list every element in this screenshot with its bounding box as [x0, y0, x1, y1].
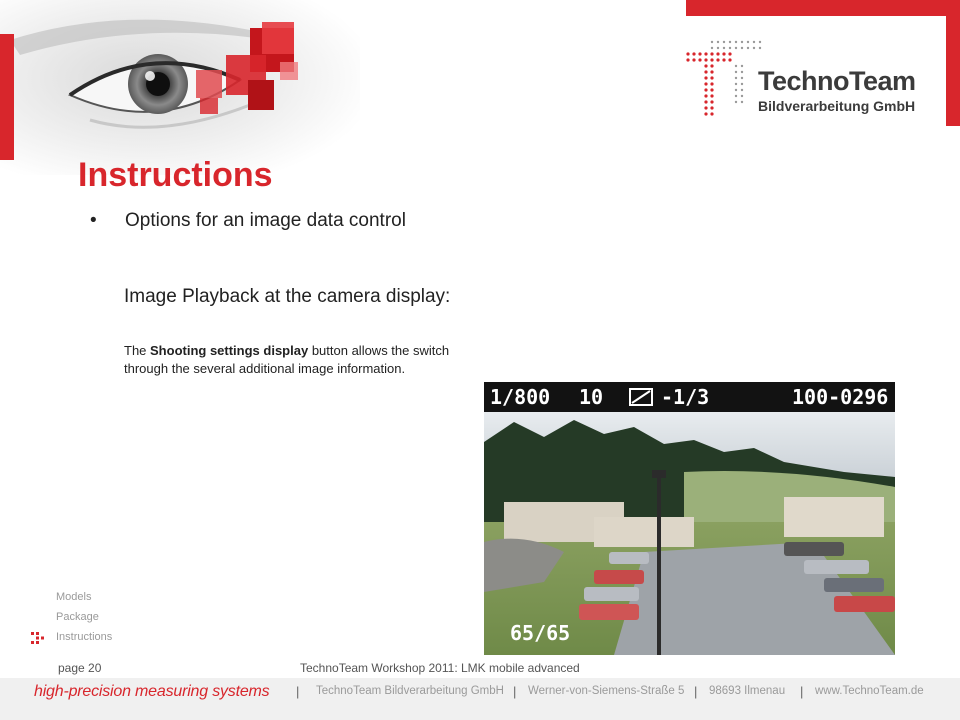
footer-company: TechnoTeam Bildverarbeitung GmbH [316, 685, 504, 697]
page-number: page 20 [58, 661, 102, 675]
photo-shutter-speed: 1/800 [490, 385, 551, 409]
description-bold-term: Shooting settings display [150, 343, 309, 358]
bullet-text: Options for an image data control [125, 210, 406, 231]
footer-separator: | [800, 684, 804, 699]
camera-playback-photo [484, 382, 895, 655]
photo-frame-counter: 65/65 [510, 621, 571, 645]
section-heading: Image Playback at the camera display: [124, 286, 451, 307]
logo-name: TechnoTeam [758, 66, 916, 96]
nav-item-package[interactable]: Package [56, 611, 99, 623]
section-description [124, 342, 486, 378]
footer-slogan: high-precision measuring systems [34, 683, 270, 700]
red-accent-bar-right [946, 0, 960, 126]
red-accent-bar-top [686, 0, 960, 16]
bullet-marker: • [90, 210, 97, 231]
photo-exposure-comp: -1/3 [661, 385, 710, 409]
footer-website-link[interactable]: www.TechnoTeam.de [815, 685, 924, 697]
logo-subtitle: Bildverarbeitung GmbH [758, 98, 916, 114]
description-text: button allows the switch through the several additional image information. [124, 343, 450, 376]
footer-separator: | [296, 684, 300, 699]
eye-logo-graphic [0, 0, 360, 175]
footer-city: 98693 Ilmenau [709, 685, 786, 697]
footer-street: Werner-von-Siemens-Straße 5 [528, 685, 685, 697]
footer-separator: | [513, 684, 517, 699]
footer-event-title: TechnoTeam Workshop 2011: LMK mobile advanced [300, 661, 580, 675]
active-section-marker-icon [31, 632, 45, 644]
nav-item-models[interactable]: Models [56, 591, 92, 603]
technoteam-logo [684, 38, 924, 128]
red-accent-bar-left [0, 34, 14, 160]
photo-file-number: 100-0296 [792, 385, 889, 409]
footer-separator: | [694, 684, 698, 699]
photo-aperture: 10 [579, 385, 604, 409]
nav-item-instructions[interactable]: Instructions [56, 631, 113, 643]
description-text: The [124, 343, 151, 358]
slide-title: Instructions [78, 156, 273, 194]
